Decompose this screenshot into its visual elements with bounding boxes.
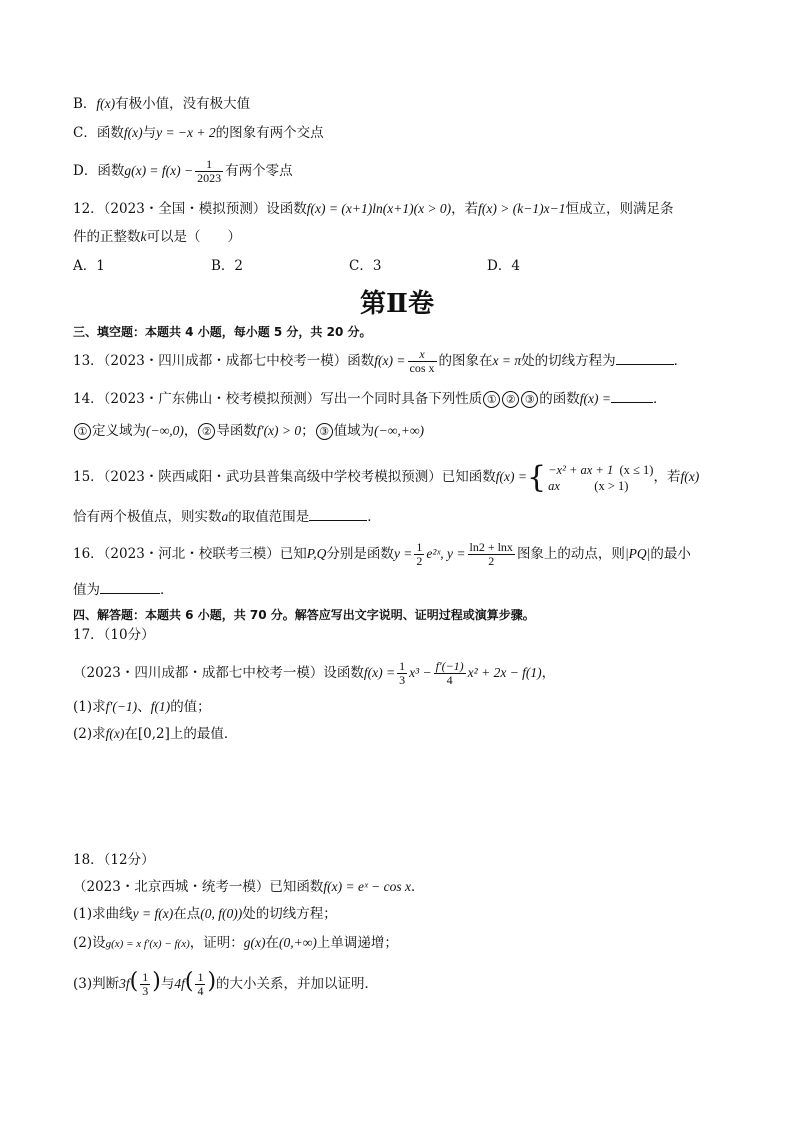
question-12-choices	[73, 256, 625, 276]
question-14-line2: ① 定义域为(−∞,0)， ② 导函数f′(x) > 0； ③ 值域为(−∞,+∞)	[73, 421, 424, 441]
question-12-line2: 件的正整数k可以是（ ）	[73, 229, 241, 245]
section-3-heading: 三、填空题：本题共 4 小题，每小题 5 分，共 20 分。	[73, 325, 372, 339]
question-12: 12．（2023・全国・模拟预测）设函数f(x) = (x+1)ln(x+1)(x > 0)，若f(x) > (k−1)x−1恒成立，则满足条	[73, 201, 674, 217]
question-15-line2: 恰有两个极值点，则实数a的取值范围是 ．	[73, 509, 381, 525]
choice-c: C．3	[349, 258, 382, 274]
answer-blank	[616, 352, 674, 365]
answer-blank	[309, 508, 367, 521]
question-18-heading: 18．（12分）	[73, 852, 155, 868]
choice-d: D．4	[487, 258, 520, 274]
option-b: B．f(x)有极小值，没有极大值	[73, 96, 251, 112]
question-17-heading: 17．（10分）	[73, 627, 155, 643]
choice-b: B．2	[211, 258, 244, 274]
question-13: 13．（2023・四川成都・成都七中校考一模）函数f(x) = $\frac{x}{\text{cos x}}$ 的图象在x = π处的切线方程为 ．	[73, 347, 688, 375]
question-18: （2023・北京西城・统考一模）已知函数f(x) = eˣ − cos x．	[73, 879, 425, 895]
choice-a: A．1	[73, 258, 105, 274]
answer-blank	[100, 581, 160, 594]
question-17-part-2: (2)求f(x)在[0,2]上的最值．	[73, 726, 238, 742]
question-15: 15．（2023・陕西咸阳・武功县普集高级中学校考模拟预测）已知函数f(x) ={ −x² + ax + 1 (x ≤ 1) ax (x > 1) ，若f(x)	[73, 459, 700, 495]
volume-title: 第Ⅱ卷	[360, 289, 434, 319]
section-4-heading: 四、解答题：本题共 6 小题，共 70 分。解答应写出文字说明、证明过程或演算步骤。	[73, 608, 535, 622]
question-16-line2: 值为 ．	[73, 582, 174, 598]
question-18-part-2: (2)设g(x) = x f′(x) − f(x)，证明：g(x)在(0,+∞)上单调递增；	[73, 935, 398, 951]
option-c: C．函数f(x)与y = −x + 2的图象有两个交点	[73, 125, 324, 141]
question-16: 16．（2023・河北・校联考三模）已知P,Q分别是函数y = $\frac{1}{2}$ e²ˣ, y = $\frac{\ln 2 + \ln x}{2}$ 图象上的动点，则|PQ|的最小	[73, 540, 691, 568]
option-d: D．函数g(x) = f(x) − $\frac{1}{2023}$ 有两个零点	[73, 157, 293, 185]
question-17: （2023・四川成都・成都七中校考一模）设函数f(x) = $\frac{1}{3}$ x³ − $\frac{f'(-1)}{4}$ x² + 2x − f(1)，	[73, 659, 556, 687]
question-18-part-3: (3)判断3f( $\frac{1}{3}$ )与4f( $\frac{1}{4}$ )的大小关系，并加以证明．	[73, 969, 379, 998]
question-14: 14．（2023・广东佛山・校考模拟预测）写出一个同时具备下列性质 ① ② ③ 的函数f(x) = ．	[73, 391, 667, 407]
question-17-part-1: (1)求f′(−1)、f(1)的值；	[73, 699, 211, 715]
question-18-part-1: (1)求曲线y = f(x)在点(0, f(0))处的切线方程；	[73, 906, 337, 922]
answer-blank	[611, 390, 653, 403]
